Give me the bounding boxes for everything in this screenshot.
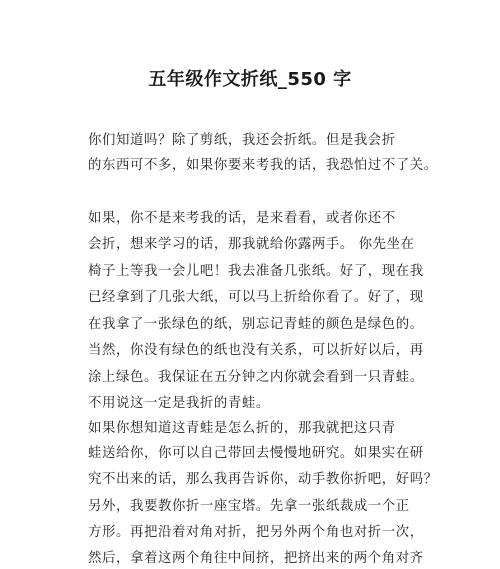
text-line: 的东西可不多，如果你要来考我的话，我恐怕过不了关。 (88, 158, 438, 173)
text-line: 椅子上等我一会儿吧！我去准备几张纸。好了，现在我 (88, 264, 424, 279)
text-line: 涂上绿色。我保证在五分钟之内你就会看到一只青蛙。 (88, 370, 424, 385)
text-line: 方形。再把沿着对角对折，把另外两个角也对折一次， (88, 525, 424, 540)
text-line: 在我拿了一张绿色的纸，别忘记青蛙的颜色是绿色的。 (88, 317, 424, 332)
text-line: 你们知道吗？除了剪纸，我还会折纸。但是我会折 (88, 133, 396, 148)
text-line: 当然，你没有绿色的纸也没有关系，可以折好以后，再 (88, 343, 424, 358)
text-line: 不用说这一定是我折的青蛙。 (88, 396, 270, 411)
text-line: 如果你想知道这青蛙是怎么折的，那我就把这只青 (88, 421, 396, 436)
text-line: 蛙送给你，你可以自己带回去慢慢地研究。如果实在研 (88, 446, 424, 461)
text-line: 会折，想来学习的话，那我就给你露两手。 你先坐在 (88, 237, 415, 252)
text-line: 究不出来的话，那么我再告诉你，动手教你折吧，好吗？ (88, 472, 438, 487)
document-title: 五年级作文折纸_550 字 (148, 69, 352, 90)
text-line: 另外，我要教你折一座宝塔。先拿一张纸裁成一个正 (88, 499, 410, 514)
text-line: 如果，你不是来考我的话，是来看看，或者你还不 (88, 211, 396, 226)
text-line: 然后，拿着这两个角往中间挤，把挤出来的两个角对齐 (88, 551, 424, 566)
text-line: 已经拿到了几张大纸，可以马上折给你看了。好了，现 (88, 290, 424, 305)
